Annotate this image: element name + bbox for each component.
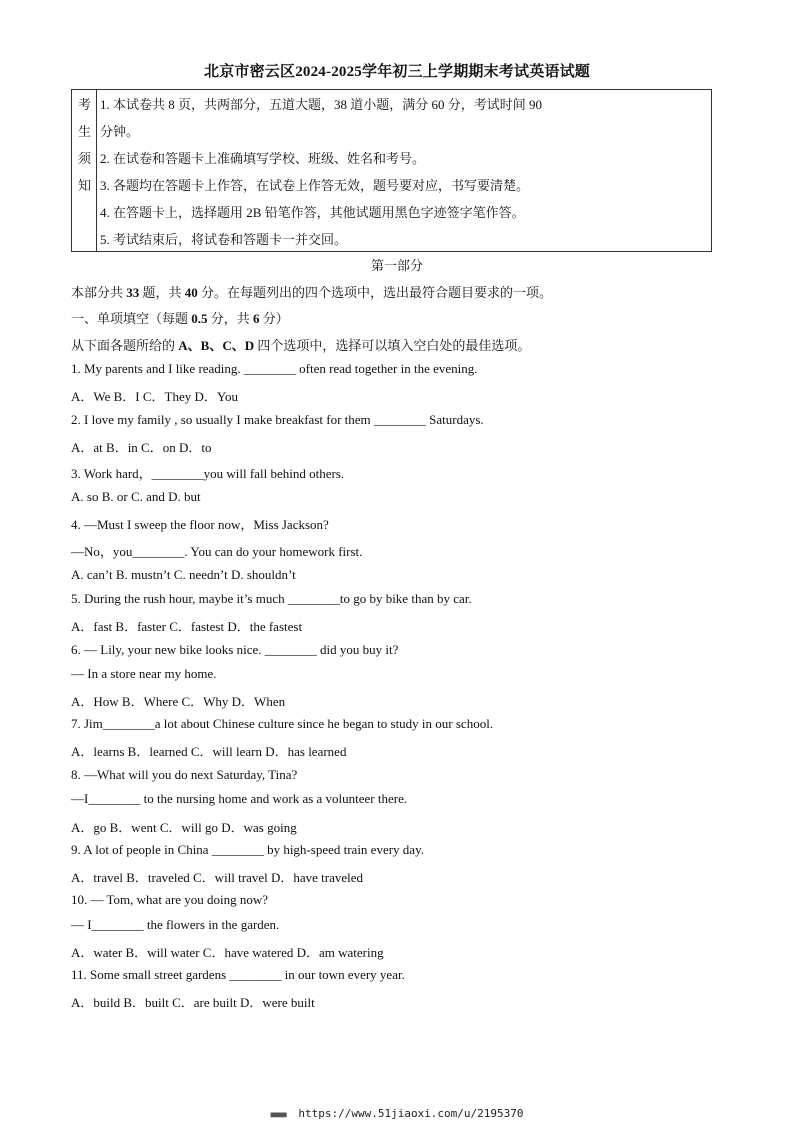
intro-text: 题，共 [142,285,182,300]
page-footer [0,1107,794,1120]
page-title: 北京市密云区2024-2025学年初三上学期期末考试英语试题 [204,64,590,80]
question-line: 11. Some small street gardens ________ in our town every year. [71,967,405,982]
section-text: 分） [262,311,289,326]
options-line: A．travel B．traveled C．will travel D．have traveled [71,870,364,885]
dialogue-line: — I________ the flowers in the garden. [71,917,280,932]
options-line: A. so B. or C. and D. but [71,489,201,504]
notice-label-char: 考 [77,97,91,112]
question-line: 4. —Must I sweep the floor now，Miss Jackson? [71,517,329,532]
question-line: 3. Work hard，________you will fall behind others. [71,466,345,481]
footer-url[interactable]: https://www.51jiaoxi.com/u/2195370 [298,1107,524,1120]
question-line: 2. I love my family , so usually I make breakfast for them ________ Saturdays. [71,412,484,427]
section-text: 一、单项填空（每题 [71,311,189,326]
notice-line: 2. 在试卷和答题卡上准确填写学校、班级、姓名和考号。 [100,151,426,166]
notice-line: 5. 考试结束后，将试卷和答题卡一并交回。 [100,232,348,247]
question-line: 10. — Tom, what are you doing now? [71,892,269,907]
options-line: A．build B．built C．are built D．were built [71,995,315,1010]
intro-question-count: 33 [126,285,140,300]
notice-label-char: 须 [77,151,91,166]
notice-label-column [72,90,97,251]
question-line: 1. My parents and I like reading. ________ often read together in the evening. [71,361,478,376]
notice-label-char: 知 [77,178,91,193]
notice-line: 4. 在答题卡上，选择题用 2B 铅笔作答，其他试题用黑色字迹签字笔作答。 [100,205,525,220]
question-line: 7. Jim________a lot about Chinese culture since he began to study in our school. [71,716,494,731]
section-instruction [71,335,530,354]
intro-text: 本部分共 [71,285,124,300]
notice-line: 3. 各题均在答题卡上作答，在试卷上作答无效，题号要对应，书写要清楚。 [100,178,530,193]
notice-line: 1. 本试卷共 8 页，共两部分，五道大题，38 道小题，满分 60 分，考试时间 90 [100,97,543,112]
question-line: 9. A lot of people in China ________ by high-speed train every day. [71,842,424,857]
dialogue-line: —No，you________. You can do your homework first. [71,544,363,559]
options-line: A．We B．I C．They D．You [71,389,238,404]
options-line: A．water B．will water C．have watered D．am watering [71,945,384,960]
question-line: 5. During the rush hour, maybe it’s much ________to go by bike than by car. [71,591,472,606]
options-line: A．at B．in C．on D．to [71,440,212,455]
question-line: 8. —What will you do next Saturday, Tina? [71,767,298,782]
part-one-intro [71,282,552,301]
intro-text: 分。在每题列出的四个选项中，选出最符合题目要求的一项。 [201,285,553,300]
part-one-title: 第一部分 [370,258,423,273]
dialogue-line: — In a store near my home. [71,666,217,681]
section-heading [71,308,289,327]
section-total-score: 6 [253,311,260,326]
options-line: A．How B．Where C．Why D．When [71,694,286,709]
instruction-letters: A、B、C、D [178,338,255,353]
options-line: A．learns B．learned C．will learn D．has learned [71,744,347,759]
intro-total-score: 40 [184,285,198,300]
notice-line: 分钟。 [100,124,140,139]
section-text: 分，共 [210,311,250,326]
dialogue-line: —I________ to the nursing home and work as a volunteer there. [71,791,408,806]
options-line: A．go B．went C．will go D．was going [71,820,297,835]
section-each-score: 0.5 [191,311,208,326]
instruction-text: 从下面各题所给的 [71,338,176,353]
options-line: A. can’t B. mustn’t C. needn’t D. shouldn’t [71,567,296,582]
question-line: 6. — Lily, your new bike looks nice. ________ did you buy it? [71,642,399,657]
site-logo-icon: ■■■■ [270,1110,286,1119]
instruction-text: 四个选项中，选择可以填入空白处的最佳选项。 [257,338,531,353]
notice-label-char: 生 [77,124,91,139]
exam-notice-box [71,89,712,252]
options-line: A．fast B．faster C．fastest D．the fastest [71,619,303,634]
